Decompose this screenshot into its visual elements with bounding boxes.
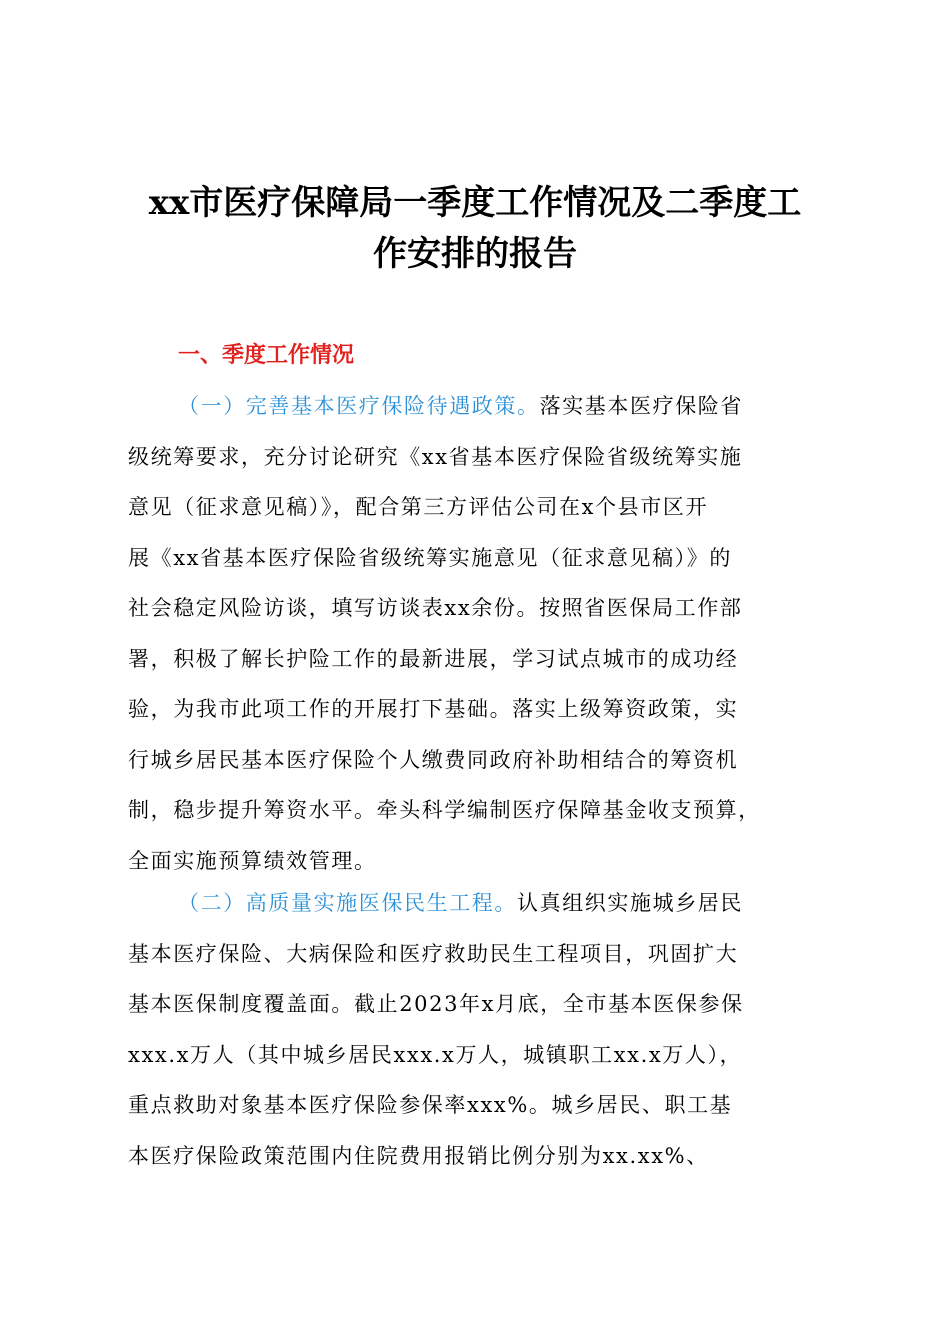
paragraph-1: [128, 381, 830, 886]
text-line: 落实基本医疗保险省: [539, 394, 744, 418]
text-line: 本医疗保险政策范围内住院费用报销比例分别为xx.xx%、: [128, 1143, 709, 1168]
paragraph-1-first-line: [128, 381, 830, 432]
subsection-heading-2: （二）高质量实施医保民生工程。: [178, 891, 517, 915]
text-line: 验，为我市此项工作的开展打下基础。落实上级筹资政策，实: [128, 697, 739, 721]
text-line: 署，积极了解长护险工作的最新进展，学习试点城市的成功经: [128, 646, 739, 671]
document-title: [120, 178, 830, 280]
text-line: 全面实施预算绩效管理。: [128, 848, 377, 873]
text-line: 重点救助对象基本医疗保险参保率xxx%。城乡居民、职工基: [128, 1093, 733, 1117]
text-line: 基本医保制度覆盖面。截止2023年x月底，全市基本医保参保: [128, 992, 744, 1016]
text-line: 基本医疗保险、大病保险和医疗救助民生工程项目，巩固扩大: [128, 941, 739, 966]
paragraph-2: [128, 878, 830, 1181]
text-line: 级统筹要求，充分讨论研究《xx省基本医疗保险省级统筹实施: [128, 444, 743, 469]
subsection-heading-1: （一）完善基本医疗保险待遇政策。: [178, 394, 540, 418]
title-line-1: xx市医疗保障局一季度工作情况及二季度工: [148, 183, 802, 223]
text-line: xxx.x万人（其中城乡居民xxx.x万人，城镇职工xx.x万人），: [128, 1042, 743, 1067]
text-line: 意见（征求意见稿）》，配合第三方评估公司在x个县市区开: [128, 495, 709, 519]
text-line: 制，稳步提升筹资水平。牵头科学编制医疗保障基金收支预算，: [128, 798, 761, 822]
text-line: 社会稳定风险访谈，填写访谈表xx余份。按照省医保局工作部: [128, 596, 743, 620]
section-heading: 一、季度工作情况: [178, 343, 355, 368]
text-line: 展《xx省基本医疗保险省级统筹实施意见（征求意见稿）》的: [128, 545, 732, 570]
text-line: 认真组织实施城乡居民: [517, 891, 743, 915]
title-line-2: 作安排的报告: [373, 234, 577, 274]
paragraph-2-first-line: [128, 878, 830, 929]
text-line: 行城乡居民基本医疗保险个人缴费同政府补助相结合的筹资机: [128, 747, 739, 772]
